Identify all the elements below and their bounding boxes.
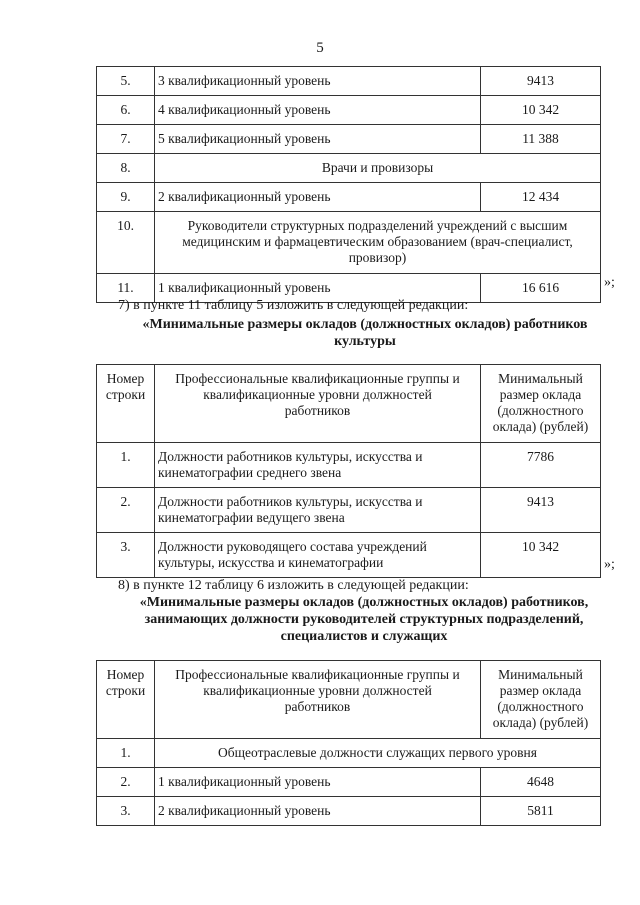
- row-name: 3 квалификационный уровень: [155, 67, 481, 96]
- row-number: 1.: [97, 443, 155, 488]
- table-row: [97, 212, 601, 274]
- table-5: [96, 364, 601, 578]
- table-header-row: [97, 365, 601, 443]
- row-name: Должности работников культуры, искусства и кинематографии ведущего звена: [155, 488, 481, 533]
- row-number: 7.: [97, 125, 155, 154]
- table-row: [97, 739, 601, 768]
- table-continuation: [96, 66, 601, 303]
- row-number: 11.: [97, 274, 155, 303]
- row-value: 9413: [481, 488, 601, 533]
- row-value: 10 342: [481, 96, 601, 125]
- row-number: 3.: [97, 797, 155, 826]
- heading-table-5: «Минимальные размеры окладов (должностных окладов) работников культуры: [142, 317, 588, 349]
- table-6: [96, 660, 601, 826]
- row-value: 10 342: [481, 533, 601, 578]
- row-number: 8.: [97, 154, 155, 183]
- table-row: [97, 67, 601, 96]
- row-number: 2.: [97, 488, 155, 533]
- row-name: 1 квалификационный уровень: [155, 768, 481, 797]
- closing-quote: »;: [604, 275, 615, 290]
- table-row: [97, 488, 601, 533]
- row-number: 9.: [97, 183, 155, 212]
- row-value: 12 434: [481, 183, 601, 212]
- row-value: 7786: [481, 443, 601, 488]
- header-group: Профессиональные квалификационные группы и квалификационные уровни должностей работников: [155, 365, 481, 443]
- row-name: Должности руководящего состава учреждений культуры, искусства и кинематографии: [155, 533, 481, 578]
- heading-table-6: «Минимальные размеры окладов (должностных окладов) работников, занимающих должности руководителей структурных подразделений, специалистов и служащих: [139, 595, 589, 644]
- row-number: 1.: [97, 739, 155, 768]
- closing-quote: »;: [604, 557, 615, 572]
- header-number: Номер строки: [97, 661, 155, 739]
- row-name: 2 квалификационный уровень: [155, 183, 481, 212]
- header-value: Минимальный размер оклада (должностного оклада) (рублей): [481, 661, 601, 739]
- group-heading: Врачи и провизоры: [155, 154, 601, 183]
- row-name: 5 квалификационный уровень: [155, 125, 481, 154]
- row-name: 1 квалификационный уровень: [155, 274, 481, 303]
- row-name: 2 квалификационный уровень: [155, 797, 481, 826]
- table-row: [97, 768, 601, 797]
- row-number: 3.: [97, 533, 155, 578]
- header-group: Профессиональные квалификационные группы и квалификационные уровни должностей работников: [155, 661, 481, 739]
- header-value: Минимальный размер оклада (должностного оклада) (рублей): [481, 365, 601, 443]
- row-name: 4 квалификационный уровень: [155, 96, 481, 125]
- row-value: 9413: [481, 67, 601, 96]
- group-heading: Руководители структурных подразделений учреждений с высшим медицинским и фармацевтическим образованием (врач-специалист, провизор): [155, 212, 601, 274]
- row-value: 11 388: [481, 125, 601, 154]
- table-row: [97, 154, 601, 183]
- table-row: [97, 797, 601, 826]
- table-row: [97, 183, 601, 212]
- row-number: 2.: [97, 768, 155, 797]
- row-name: Должности работников культуры, искусства и кинематографии среднего звена: [155, 443, 481, 488]
- row-number: 10.: [97, 212, 155, 274]
- row-value: 5811: [481, 797, 601, 826]
- page-number: 5: [316, 40, 324, 56]
- row-number: 6.: [97, 96, 155, 125]
- table-row: [97, 533, 601, 578]
- paragraph-8: 8) в пункте 12 таблицу 6 изложить в следующей редакции:: [118, 578, 469, 593]
- table-row: [97, 96, 601, 125]
- group-heading: Общеотраслевые должности служащих первого уровня: [155, 739, 601, 768]
- row-number: 5.: [97, 67, 155, 96]
- table-row: [97, 443, 601, 488]
- paragraph-7: 7) в пункте 11 таблицу 5 изложить в следующей редакции:: [118, 298, 469, 313]
- header-number: Номер строки: [97, 365, 155, 443]
- table-row: [97, 125, 601, 154]
- table-header-row: [97, 661, 601, 739]
- row-value: 16 616: [481, 274, 601, 303]
- row-value: 4648: [481, 768, 601, 797]
